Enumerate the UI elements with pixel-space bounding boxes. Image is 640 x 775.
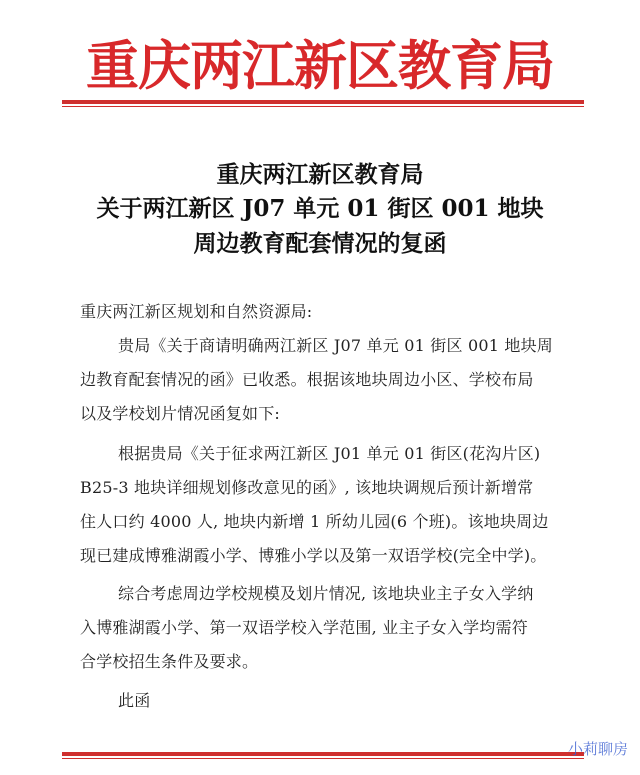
footer-divider-thick [62, 752, 584, 756]
paragraph-3-line-3: 合学校招生条件及要求。 [80, 652, 259, 671]
document-title-line-2: 关于两江新区 J07 单元 01 街区 001 地块 [96, 195, 544, 222]
letterhead-title: 重庆两江新区教育局 [86, 35, 554, 97]
paragraph-1-line-2: 边教育配套情况的函》已收悉。根据该地块周边小区、学校布局 [80, 370, 534, 389]
paragraph-1-line-1: 贵局《关于商请明确两江新区 J07 单元 01 街区 001 地块周 [118, 336, 553, 355]
paragraph-2-line-2: B25-3 地块详细规划修改意见的函》, 该地块调规后预计新增常 [80, 478, 534, 497]
paragraph-2-line-1: 根据贵局《关于征求两江新区 J01 单元 01 街区(花沟片区) [118, 444, 541, 463]
paragraph-3-line-2: 入博雅湖霞小学、第一双语学校入学范围, 业主子女入学均需符 [80, 618, 528, 637]
watermark-text: 小莉聊房 [568, 740, 629, 758]
recipient-line: 重庆两江新区规划和自然资源局: [80, 302, 313, 321]
paragraph-3-line-1: 综合考虑周边学校规模及划片情况, 该地块业主子女入学纳 [118, 584, 534, 603]
document-title-line-1: 重庆两江新区教育局 [216, 161, 424, 188]
letterhead-divider-thick [62, 100, 584, 104]
paragraph-2-line-4: 现已建成博雅湖霞小学、博雅小学以及第一双语学校(完全中学)。 [80, 546, 547, 565]
letterhead-divider-thin [62, 106, 584, 107]
footer-divider-thin [62, 758, 584, 759]
paragraph-2-line-3: 住人口约 4000 人, 地块内新增 1 所幼儿园(6 个班)。该地块周边 [80, 512, 549, 531]
document-title-line-3: 周边教育配套情况的复函 [193, 230, 447, 257]
paragraph-1-line-3: 以及学校划片情况函复如下: [80, 404, 280, 423]
closing-line: 此函 [118, 691, 151, 710]
